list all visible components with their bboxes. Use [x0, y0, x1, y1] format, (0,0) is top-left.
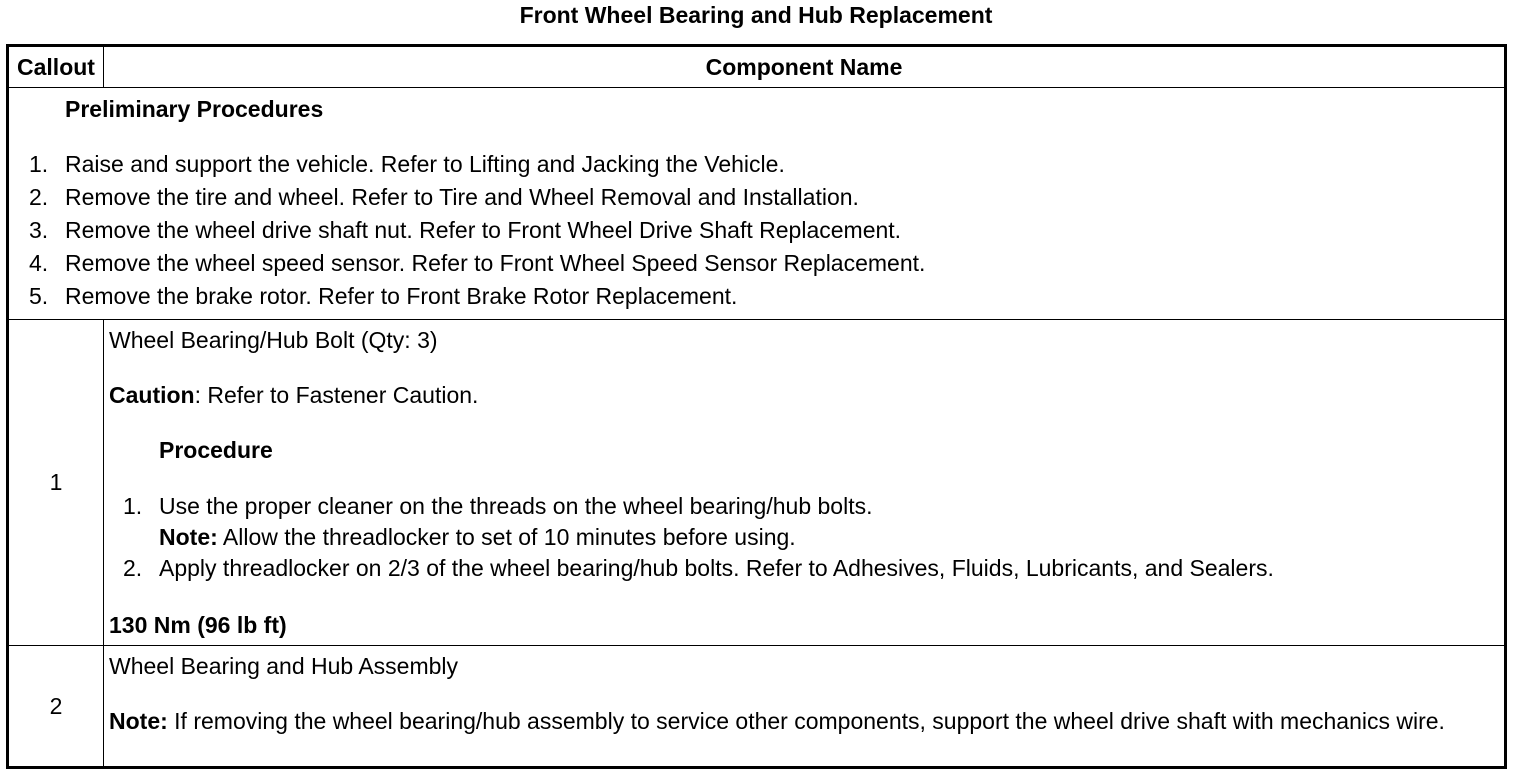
procedure-step: [123, 553, 1499, 584]
procedure-steps: [109, 491, 1499, 584]
procedure-heading: Procedure: [159, 437, 273, 463]
component-name: Wheel Bearing and Hub Assembly: [109, 653, 459, 679]
preliminary-step: [29, 148, 1504, 181]
callout-column-header: Callout: [8, 46, 104, 88]
preliminary-step: [29, 280, 1504, 313]
note-text: Allow the threadlocker to set of 10 minutes before using.: [217, 524, 796, 550]
preliminary-row: [8, 88, 1506, 320]
preliminary-step: [29, 214, 1504, 247]
step-text: Apply threadlocker on 2/3 of the wheel bearing/hub bolts. Refer to Adhesives, Fluids, Lubricants, and Sealers.: [159, 555, 1274, 581]
preliminary-step: [29, 247, 1504, 280]
step-text: Remove the tire and wheel. Refer to Tire and Wheel Removal and Installation.: [65, 184, 859, 210]
torque-spec: [109, 611, 1499, 639]
caution-line: [109, 381, 1499, 409]
preliminary-heading: Preliminary Procedures: [65, 96, 324, 122]
step-text: Remove the wheel speed sensor. Refer to Front Wheel Speed Sensor Replacement.: [65, 250, 926, 276]
procedure-step: [123, 491, 1499, 553]
header-row: [8, 46, 1506, 88]
preliminary-step: [29, 181, 1504, 214]
caution-text: : Refer to Fastener Caution.: [194, 382, 479, 408]
step-number: 5.: [29, 283, 49, 309]
note-line: [109, 707, 1499, 735]
step-text: Use the proper cleaner on the threads on the wheel bearing/hub bolts.: [159, 493, 873, 519]
step-number: 2.: [29, 184, 49, 210]
preliminary-cell: [8, 88, 1506, 320]
table-row: [8, 646, 1506, 768]
document-title: Front Wheel Bearing and Hub Replacement: [519, 2, 993, 28]
torque-value: 130 Nm (96 lb ft): [109, 612, 287, 638]
note-label: Note:: [109, 708, 168, 734]
table-row: [8, 320, 1506, 646]
step-text: Remove the wheel drive shaft nut. Refer to Front Wheel Drive Shaft Replacement.: [65, 217, 902, 243]
step-number: 3.: [29, 217, 49, 243]
component-cell: [104, 646, 1506, 768]
step-text: Remove the brake rotor. Refer to Front Brake Rotor Replacement.: [65, 283, 738, 309]
callout-number: 1: [8, 320, 104, 646]
callout-number: 2: [8, 646, 104, 768]
step-number: 4.: [29, 250, 49, 276]
note-label: Note:: [159, 524, 218, 550]
step-text: Raise and support the vehicle. Refer to Lifting and Jacking the Vehicle.: [65, 151, 785, 177]
procedure-table: [6, 44, 1507, 769]
component-cell: [104, 320, 1506, 646]
note-text: If removing the wheel bearing/hub assembly to service other components, support the wheel drive shaft with mechanics wire.: [167, 708, 1445, 734]
caution-label: Caution: [109, 382, 195, 408]
component-name: Wheel Bearing/Hub Bolt (Qty: 3): [109, 327, 438, 353]
step-number: 1.: [123, 493, 143, 519]
component-column-header: Component Name: [104, 46, 1506, 88]
preliminary-steps: [29, 148, 1504, 313]
step-number: 2.: [123, 555, 143, 581]
step-number: 1.: [29, 151, 49, 177]
